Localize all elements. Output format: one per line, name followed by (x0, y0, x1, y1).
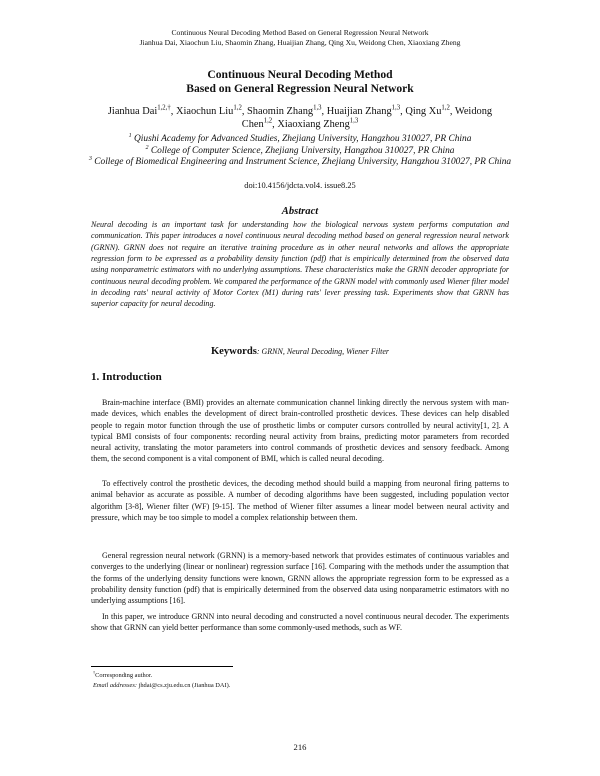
abstract-heading: Abstract (281, 206, 319, 217)
paragraph: In this paper, we introduce GRNN into neural decoding and constructed a novel continuous neural decoder. The experiments show that GRNN can yield better performance than some commonly-used methods, such as WF. (91, 612, 509, 633)
section-heading: 1. Introduction (91, 371, 162, 383)
footnote-corresponding: †Corresponding author. (93, 669, 153, 679)
paper-title-line-1: Continuous Neural Decoding Method (207, 68, 393, 81)
affiliation: $^2$ College of Computer Science, Zhejiang University, Hangzhou 310027, PR China (145, 144, 455, 156)
author: Qing Xu$^{1,2}$, (405, 104, 455, 117)
author: Huaijian Zhang$^{1,3}$, (326, 104, 406, 117)
paragraph: Brain-machine interface (BMI) provides an alternate communication channel linking directly the nervous system with man-made devices, which enables the development of direct brain-controlled prosthetic devices. These devices can help disabled people to regain motor function through the use of prosthetic limbs or computer cursors controlled by neural activity[1, 2]. A typical BMI consists of four components: recording neural activity from brains, predicting motor parameters from recorded neural activity, translating the motor parameters into control commands of prosthetic devices and sensory feedback. Among them, the second component is a vital component of BMI, which is called neural decoding. (91, 398, 509, 464)
affiliations (80, 134, 520, 169)
author: Weidong Chen$^{1,2}$, (241, 106, 493, 130)
author: Xiaoxiang Zheng$^{1,3}$ (277, 117, 359, 130)
running-header-authors: Jianhua Dai, Xiaochun Liu, Shaomin Zhang, Huaijian Zhang, Qing Xu, Weidong Chen, Xiaoxiang Zheng (139, 38, 461, 47)
keywords (0, 346, 600, 358)
page-number: 216 (293, 742, 307, 752)
affiliation: $^3$ College of Biomedical Engineering and Instrument Science, Zhejiang University, Hangzhou 310027, PR China (88, 156, 512, 168)
doi: doi:10.4156/jdcta.vol4. issue8.25 (244, 181, 356, 190)
affiliation: $^1$ Qiushi Academy for Advanced Studies, Zhejiang University, Hangzhou 310027, PR China (128, 132, 472, 144)
author-list (92, 105, 508, 131)
footnote-email: Email addresses: jhdai@cs.zju.edu.cn (Jianhua DAI). (93, 682, 231, 689)
abstract-text: Neural decoding is an important task for understanding how the biological nervous system performs computation and communication. This paper introduces a novel continuous neural decoding method based on general regression neural network (GRNN). GRNN does not require an iterative training procedure as in other neural networks and allows the appropriate regression form to be expressed as a probability density function (pdf) that is empirically determined from the observed data using nonparametric estimators with no underlying assumptions. These characteristics make the GRNN decoder appropriate for continuous neural decoding problem. We compared the performance of the GRNN model with commonly used Wiener filter model in decoding rats' neural activity of Motor Cortex (M1) during rats' lever pressing task. Experiments show that GRNN has superior capacity for neural decoding. (91, 220, 509, 309)
author: Shaomin Zhang$^{1,3}$, (247, 104, 327, 117)
running-header-title: Continuous Neural Decoding Method Based on General Regression Neural Network (171, 28, 429, 37)
author: Xiaochun Liu$^{1,2}$, (175, 104, 248, 117)
footnote-divider (91, 666, 233, 667)
paragraph: To effectively control the prosthetic devices, the decoding method should build a mapping from neuronal firing patterns to animal behavior as accurate as possible. A number of decoding algorithms have been suggested, including population vector algorithm [3-8], Wiener filter (WF) [9-15]. The method of Wiener filter assumes a linear model between neural activity and pressure, which may be too simple to model a complex relationship between them. (91, 479, 509, 522)
keywords-label: Keywords (210, 346, 257, 357)
keywords-text: : GRNN, Neural Decoding, Wiener Filter (256, 347, 390, 356)
paper-title-line-2: Based on General Regression Neural Network (186, 82, 414, 95)
paragraph: General regression neural network (GRNN) is a memory-based network that provides estimates of continuous variables and converges to the underlying (linear or nonlinear) regression surface [16]. Comparing with the methods under the assumption that the forms of the underlying density functions were known, GRNN allows the appropriate regression form to be expressed as a probability density function (pdf) that is empirically determined from the observed data using nonparametric estimators with no underlying assumptions [16]. (91, 551, 509, 606)
author: Jianhua Dai$^{1,2,\dagger}$, (107, 104, 176, 117)
